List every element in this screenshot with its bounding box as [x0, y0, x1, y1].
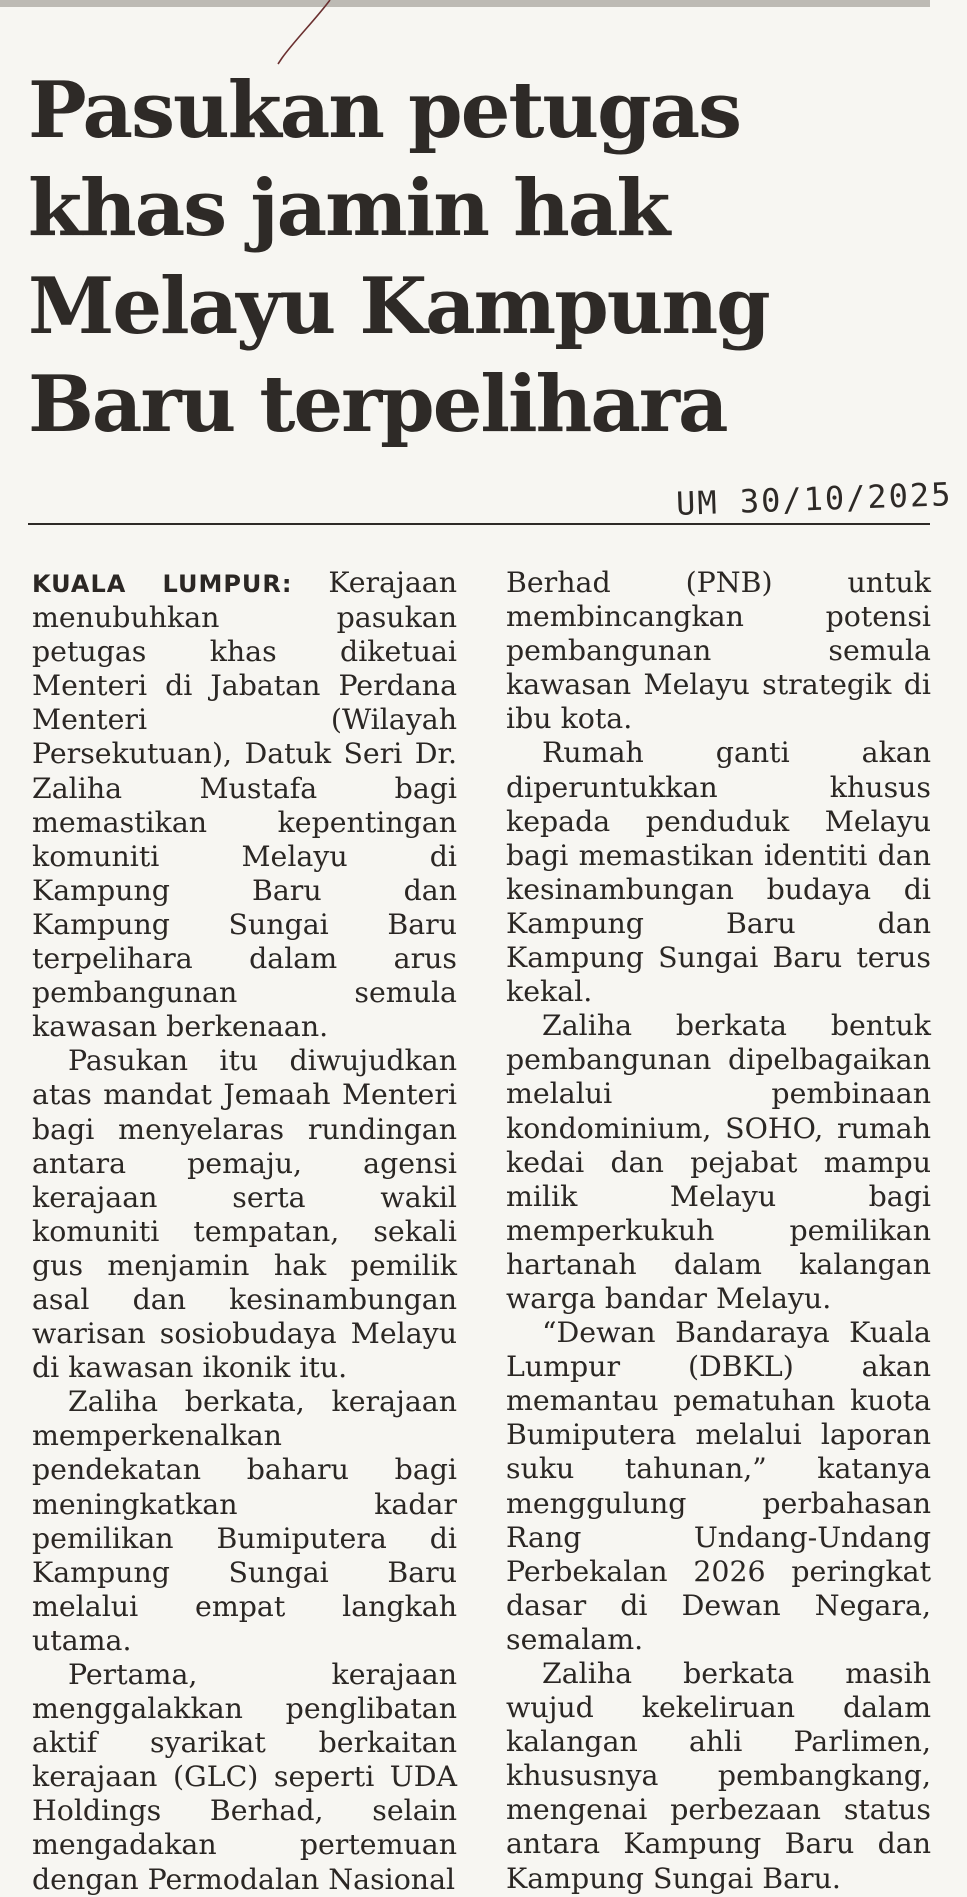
handwritten-date-note: UM 30/10/2025 — [675, 475, 954, 523]
article-paragraph: Zaliha berkata masih wujud kekeliruan dalam kalangan ahli Parlimen, khususnya pembangkang, mengenai perbezaan status antara Kampung Baru dan Kampung Sungai Baru. — [506, 1657, 931, 1895]
article-paragraph: Pertama, kerajaan menggalakkan penglibatan aktif syarikat berkaitan kerajaan (GLC) seperti UDA Holdings Berhad, selain mengadakan pertemuan dengan Permodalan Nasional — [32, 1658, 457, 1896]
article-paragraph: Rumah ganti akan diperuntukkan khusus kepada penduduk Melayu bagi memastikan identiti dan kesinambungan budaya di Kampung Baru dan Kampung Sungai Baru terus kekal. — [506, 736, 931, 1009]
top-border-rule — [0, 0, 930, 7]
article-paragraph: Zaliha berkata bentuk pembangunan dipelbagaikan melalui pembinaan kondominium, SOHO, rumah kedai dan pejabat mampu milik Melayu bagi memperkukuh pemilikan hartanah dalam kalangan warga bandar Melayu. — [506, 1009, 931, 1315]
article-column-right — [506, 566, 931, 1896]
article-headline: Pasukan petugas khas jamin hak Melayu Kampung Baru terpelihara — [28, 65, 769, 450]
dateline: KUALA LUMPUR: — [32, 570, 293, 598]
article-paragraph: “Dewan Bandaraya Kuala Lumpur (DBKL) akan memantau pematuhan kuota Bumiputera melalui laporan suku tahunan,” katanya menggulung perbahasan Rang Undang-Undang Perbekalan 2026 peringkat dasar di Dewan Negara, semalam. — [506, 1316, 931, 1656]
article-column-left — [32, 566, 457, 1897]
headline-divider — [28, 523, 930, 525]
article-paragraph: Zaliha berkata, kerajaan memperkenalkan pendekatan baharu bagi meningkatkan kadar pemilikan Bumiputera di Kampung Sungai Baru melalui empat langkah utama. — [32, 1385, 457, 1657]
article-paragraph: Berhad (PNB) untuk membincangkan potensi pembangunan semula kawasan Melayu strategik di ibu kota. — [506, 566, 931, 736]
article-paragraph — [32, 566, 457, 1044]
article-paragraph: Pasukan itu diwujudkan atas mandat Jemaah Menteri bagi menyelaras rundingan antara pemaju, agensi kerajaan serta wakil komuniti tempatan, sekali gus menjamin hak pemilik asal dan kesinambungan warisan sosiobudaya Melayu di kawasan ikonik itu. — [32, 1044, 457, 1385]
paragraph-text: Kerajaan menubuhkan pasukan petugas khas diketuai Menteri di Jabatan Perdana Menteri (Wilayah Persekutuan), Datuk Seri Dr. Zaliha Mustafa bagi memastikan kepentingan komuniti Melayu di Kampung Baru dan Kampung Sungai Baru terpelihara dalam arus pembangunan semula kawasan berkenaan. — [32, 566, 457, 1044]
